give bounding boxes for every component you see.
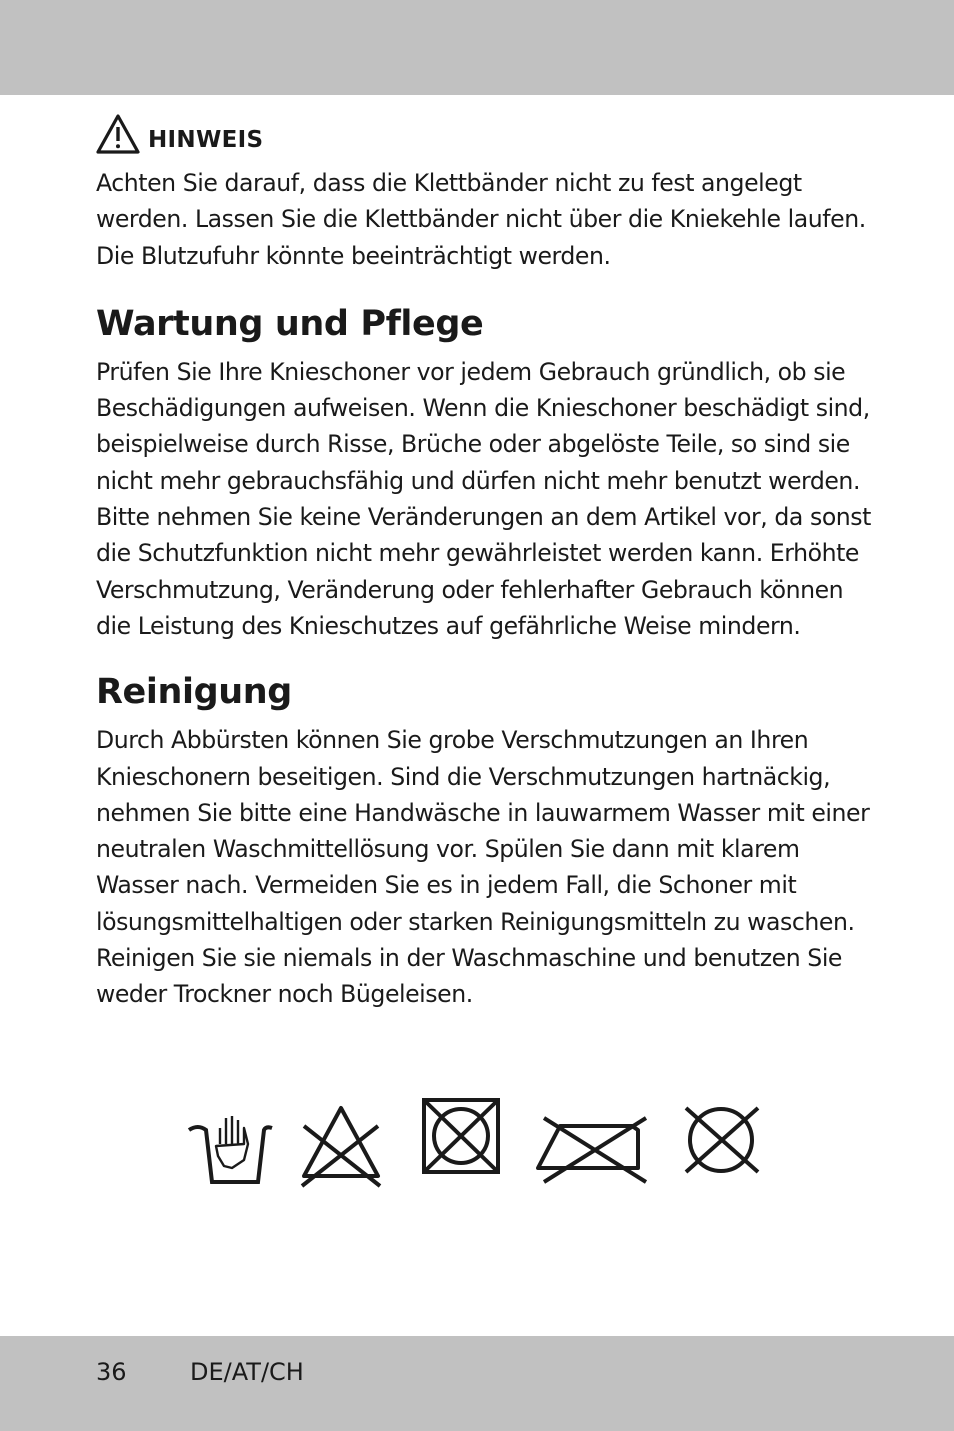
notice-header: [96, 110, 871, 158]
notice-text: Achten Sie darauf, dass die Klettbänder nicht zu fest angelegt werden. Lassen Sie die Klettbänder nicht über die Kniekehle laufen. Die Blutzufuhr könnte beeinträchtigt werden.: [96, 169, 866, 270]
no-dry-clean-icon: [676, 1106, 766, 1176]
warning-icon: [96, 114, 140, 154]
page-content: [96, 110, 871, 1013]
page-number: 36: [96, 1358, 127, 1386]
maintenance-text: Prüfen Sie Ihre Knieschoner vor jedem Gebrauch gründlich, ob sie Beschädigungen aufweisen. Wenn die Knieschoner beschädigt sind, beispielweise durch Risse, Brüche oder abgelöste Teile, so sind sie nicht mehr gebrauchsfähig und dürfen nicht mehr benutzt werden. Bitte nehmen Sie keine Veränderungen an dem Artikel vor, da sonst die Schutzfunktion nicht mehr gewährleistet werden kann. Erhöhte Verschmutzung, Veränderung oder fehlerhafter Gebrauch können die Leistung des Knieschutzes auf gefährliche Weise mindern.: [96, 357, 871, 640]
hand-wash-icon: [186, 1104, 276, 1184]
no-tumble-dry-icon: [422, 1098, 500, 1174]
region-label: DE/AT/CH: [190, 1358, 304, 1386]
no-iron-icon: [534, 1108, 648, 1188]
notice-title: HINWEIS: [148, 127, 264, 153]
maintenance-heading: Wartung und Pflege: [96, 303, 484, 344]
cleaning-text: Durch Abbürsten können Sie grobe Verschmutzungen an Ihren Knieschonern beseitigen. Sind die Verschmutzungen hartnäckig, nehmen Sie bitte eine Handwäsche in lauwarmem Wasser mit einer neutralen Waschmittellösung vor. Spülen Sie dann mit klarem Wasser nach. Vermeiden Sie es in jedem Fall, die Schoner mit lösungsmittelhaltigen oder starken Reinigungsmitteln zu waschen. Reinigen Sie sie niemals in der Waschmaschine und benutzen Sie weder Trockner noch Bügeleisen.: [96, 726, 870, 1009]
care-symbols: [186, 1092, 776, 1192]
top-band: [0, 0, 954, 95]
no-bleach-icon: [298, 1104, 384, 1186]
page-footer: [96, 1352, 304, 1392]
cleaning-heading: Reinigung: [96, 672, 292, 713]
